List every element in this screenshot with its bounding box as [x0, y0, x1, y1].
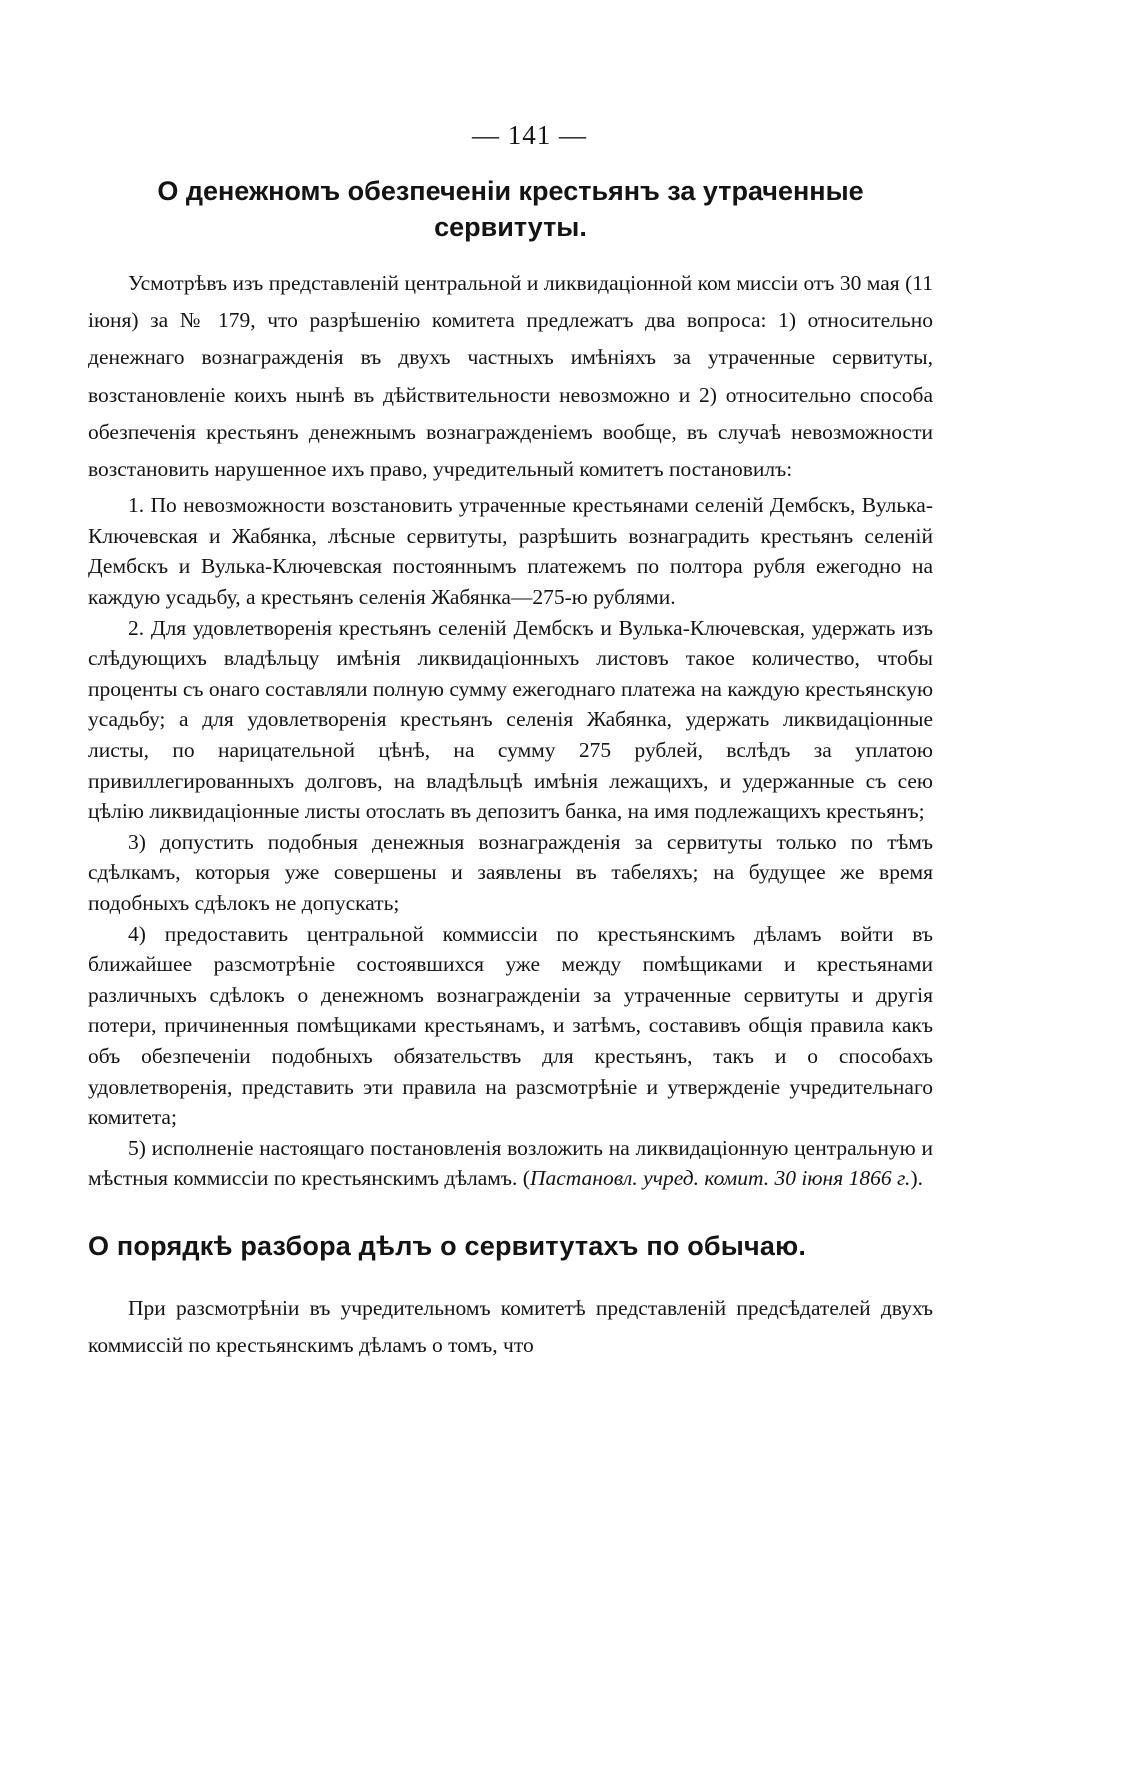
resolution-item-3: 3) допустить подобныя денежныя вознагражденія за сервитуты только по тѣмъ сдѣлкамъ, которыя уже совершены и заявлены въ табеляхъ; на будущее же время подобныхъ сдѣлокъ не допускать;	[88, 829, 933, 915]
resolution-items	[88, 490, 933, 1194]
intro-paragraph: Усмотрѣвъ изъ представленій центральной и ликвидаціонной ком миссіи отъ 30 мая (11 іюня) за № 179, что разрѣшенію комитета предлежатъ два вопроса: 1) относительно денежнаго вознагражденія въ двухъ частныхъ имѣніяхъ за утраченные сервитуты, возстановленіе коихъ нынѣ въ дѣйствительности невозможно и 2) относительно способа обезпеченія крестьянъ денежнымъ вознагражденіемъ вообще, въ случаѣ невозможности возстановить нарушенное ихъ право, учредительный комитетъ постановилъ:	[88, 271, 933, 482]
resolution-item-5-close: ).	[910, 1166, 923, 1191]
resolution-item-5	[88, 1133, 933, 1194]
resolution-item-2: 2. Для удовлетворенія крестьянъ селеній Дембскъ и Вулька-Ключевская, удержать изъ слѣдующихъ владѣльцу имѣнія ликвидаціонныхъ листовъ такое количество, чтобы проценты съ онаго составляли полную сумму ежегоднаго платежа на каждую крестьянскую усадьбу; а для удовлетворенія крестьянъ селенія Жабянка, удержать ликвидаціонные листы, по нарицательной цѣнѣ, на сумму 275 рублей, вслѣдъ за уплатою привиллегированныхъ долговъ, на владѣльцѣ имѣнія лежащихъ, и удержанные съ сею цѣлію ликвидаціонные листы отослать въ депозитъ банка, на имя подлежащихъ крестьянъ;	[88, 615, 933, 824]
document-page	[88, 120, 933, 1364]
resolution-citation: Пастановл. учред. комит. 30 іюня 1866 г.	[529, 1166, 911, 1191]
resolution-item-1: 1. По невозможности возстановить утраченные крестьянами селеній Дембскъ, Вулька-Ключевская и Жабянка, лѣсные сервитуты, разрѣшить вознаградить крестьянъ селеній Дембскъ и Вулька-Ключевская постояннымъ платежемъ по полтора рубля ежегодно на каждую усадьбу, а крестьянъ селенія Жабянка—275-ю рублями.	[88, 493, 933, 609]
section2-paragraph: При разсмотрѣніи въ учредительномъ комитетѣ представленій предсѣдателей двухъ коммиссій по крестьянскимъ дѣламъ о томъ, что	[88, 1295, 933, 1357]
resolution-item-5-text: 5) исполненіе настоящаго постановленія возложить на ликвидаціонную центральную и мѣстныя коммиссіи по крестьянскимъ дѣламъ. (	[88, 1135, 933, 1191]
section-title-servitude-procedure: О порядкѣ разбора дѣлъ о сервитутахъ по обычаю.	[88, 1230, 807, 1261]
section-title-monetary-provision: О денежномъ обезпеченіи крестьянъ за утраченные сервитуты.	[157, 176, 864, 242]
page-number: — 141 —	[472, 120, 587, 150]
resolution-item-4: 4) предоставить центральной коммиссіи по крестьянскимъ дѣламъ войти въ ближайшее разсмотрѣніе состоявшихся уже между помѣщиками и крестьянами различныхъ сдѣлокъ о денежномъ вознагражденіи за утраченные сервитуты и другія потери, причиненныя помѣщиками крестьянамъ, и затѣмъ, составивъ общія правила какъ объ обезпеченіи подобныхъ обязательствъ для крестьянъ, такъ и о способахъ удовлетворенія, представить эти правила на разсмотрѣніе и утвержденіе учредительнаго комитета;	[88, 921, 933, 1130]
